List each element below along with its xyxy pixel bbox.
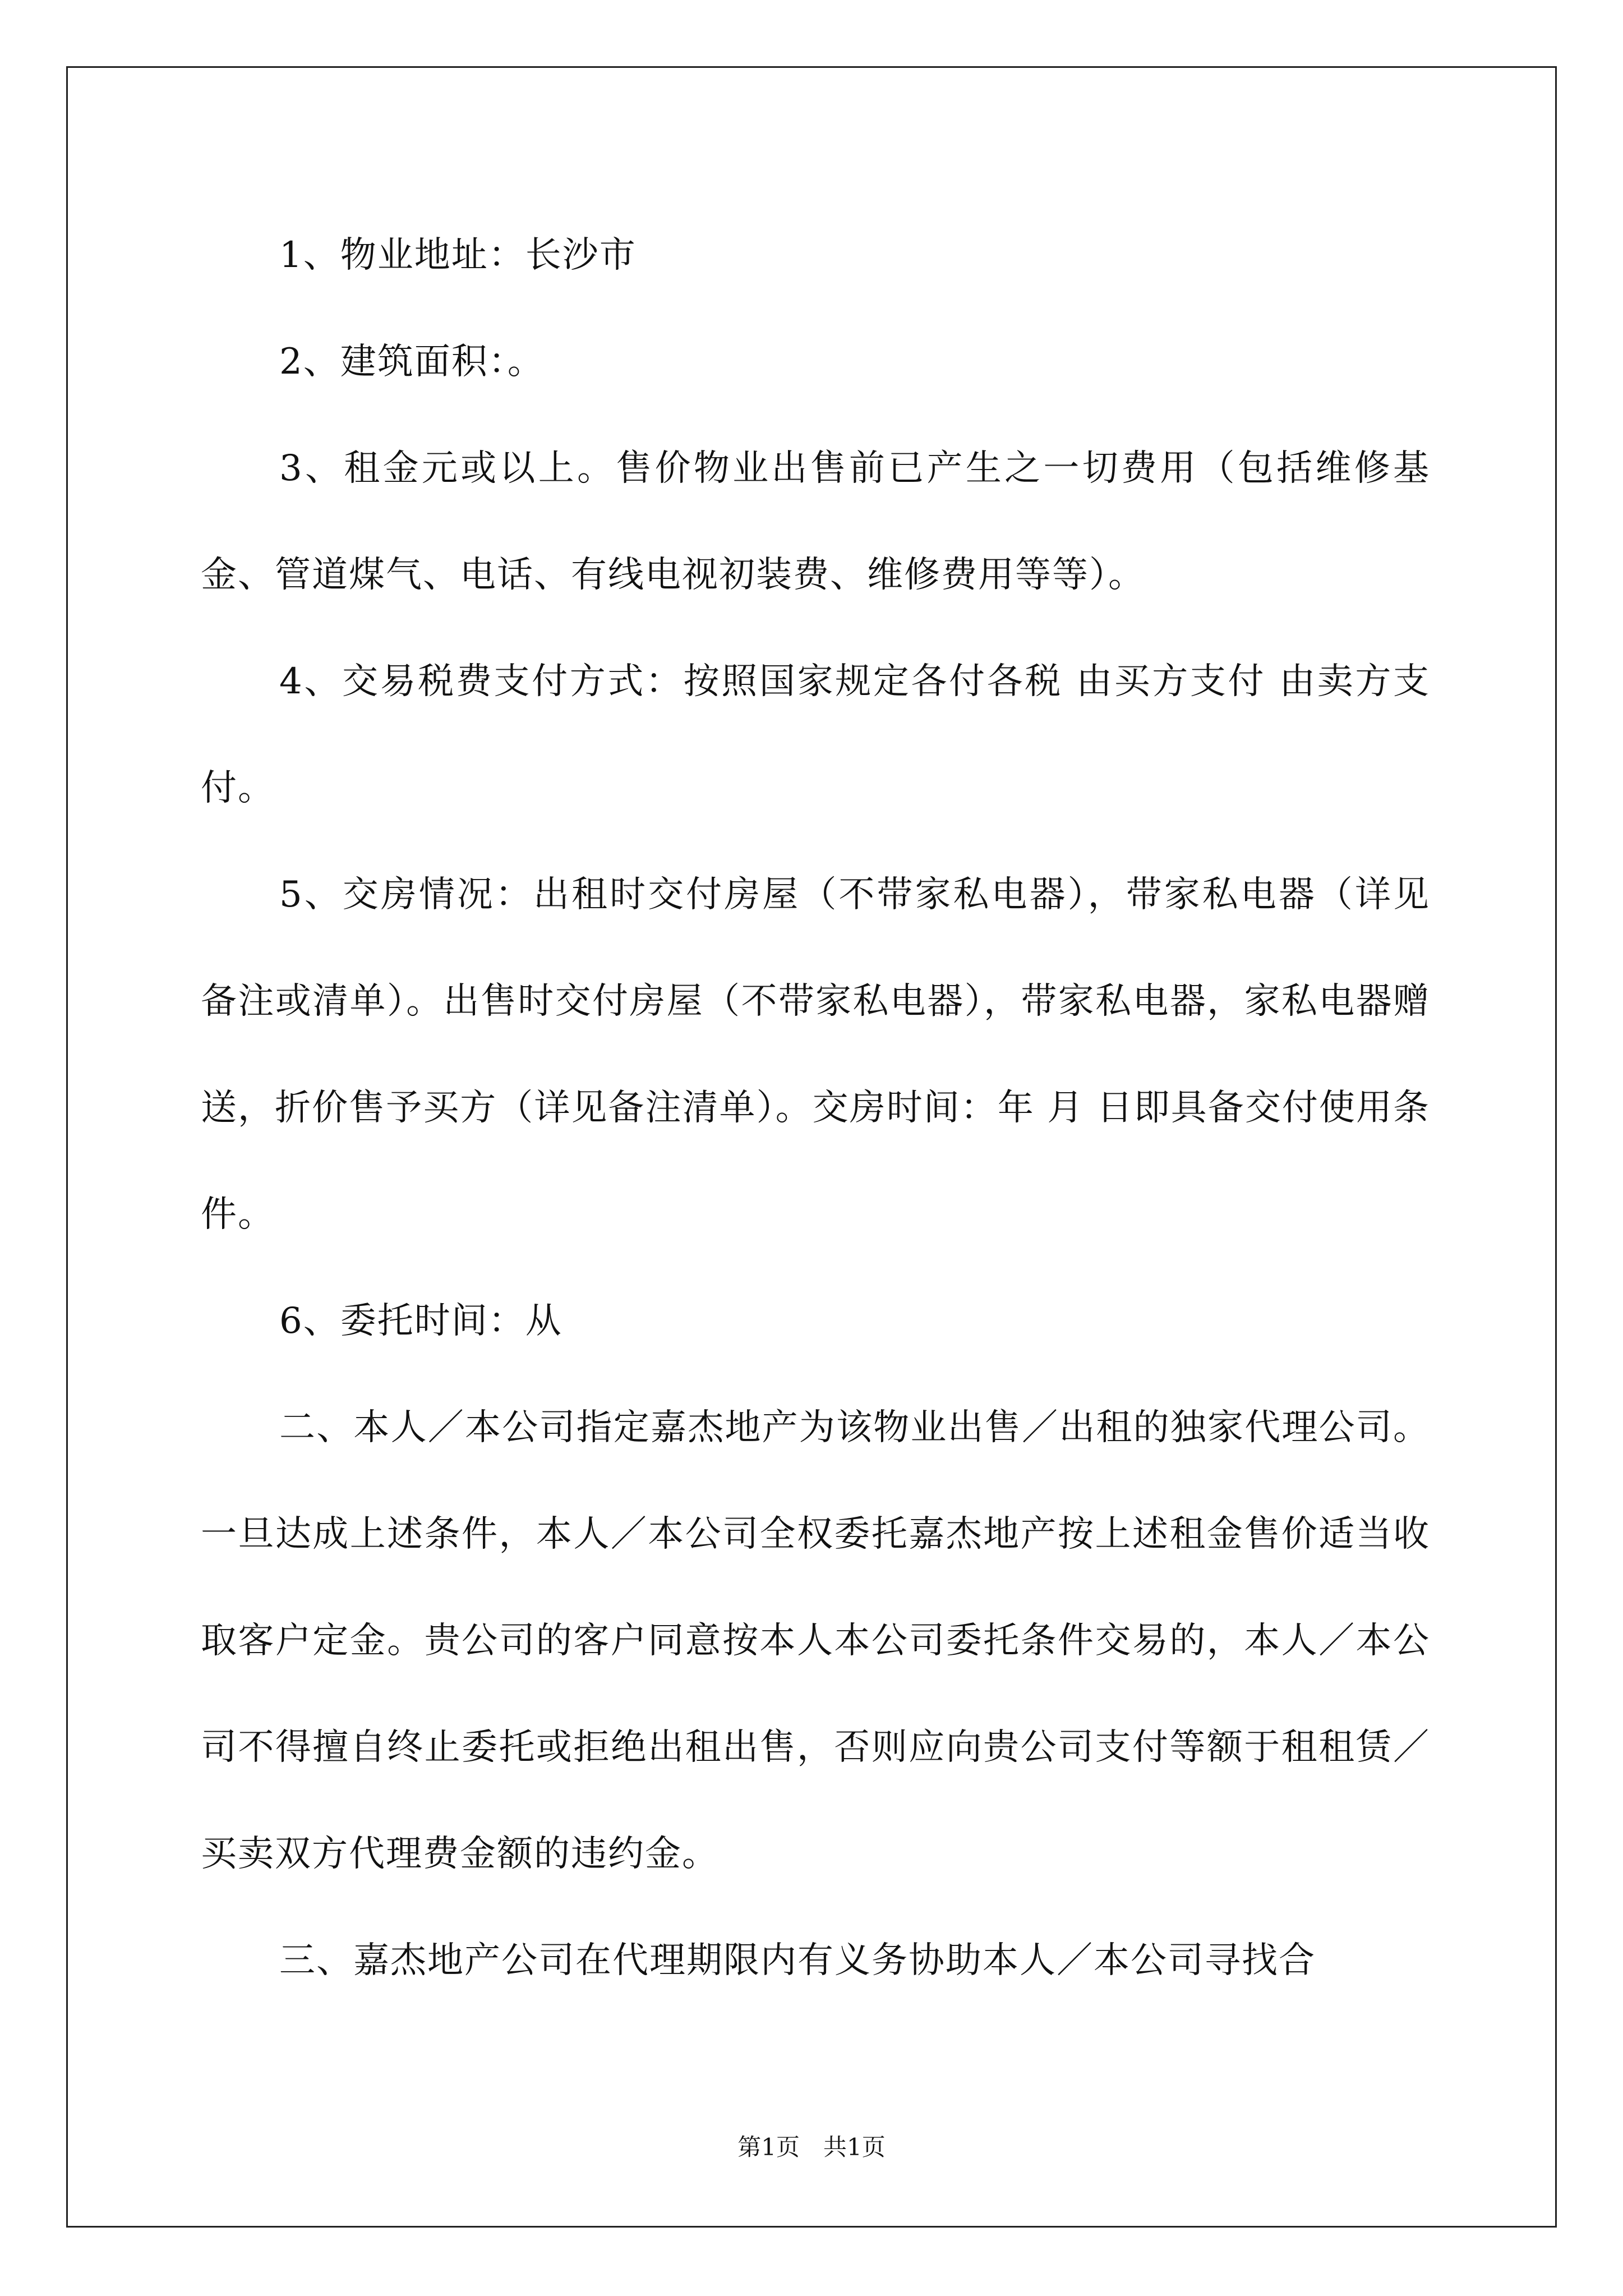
page-footer: 第1页 共1页 xyxy=(737,2133,886,2161)
paragraph-6: 6、委托时间：从 xyxy=(279,1300,562,1342)
paragraph-7: 二、本人／本公司指定嘉杰地产为该物业出售／出租的独家代理公司。一旦达成上述条件，本人／本公司全权委托嘉杰地产按上述租金售价适当收取客户定金。贵公司的客户同意按本人本公司委托条件交易的，本人／本公司不得擅自终止委托或拒绝出租出售，否则应向贵公司支付等额于租租赁／买卖双方代理费金额的违约金。 xyxy=(201,1407,1430,1875)
paragraph-3: 3、租金元或以上。售价物业出售前已产生之一切费用（包括维修基金、管道煤气、电话、有线电视初装费、维修费用等等）。 xyxy=(201,448,1430,596)
document-body xyxy=(201,202,1430,2014)
paragraph-1: 1、物业地址：长沙市 xyxy=(279,234,637,276)
paragraph-5: 5、交房情况：出租时交付房屋（不带家私电器），带家私电器（详见备注或清单）。出售时交付房屋（不带家私电器），带家私电器，家私电器赠送，折价售予买方（详见备注清单）。交房时间：年 月 日即具备交付使用条件。 xyxy=(201,874,1430,1235)
paragraph-4: 4、交易税费支付方式：按照国家规定各付各税 由买方支付 由卖方支付。 xyxy=(201,661,1430,809)
paragraph-8: 三、嘉杰地产公司在代理期限内有义务协助本人／本公司寻找合 xyxy=(279,1940,1316,1981)
paragraph-2: 2、建筑面积：。 xyxy=(279,341,545,383)
